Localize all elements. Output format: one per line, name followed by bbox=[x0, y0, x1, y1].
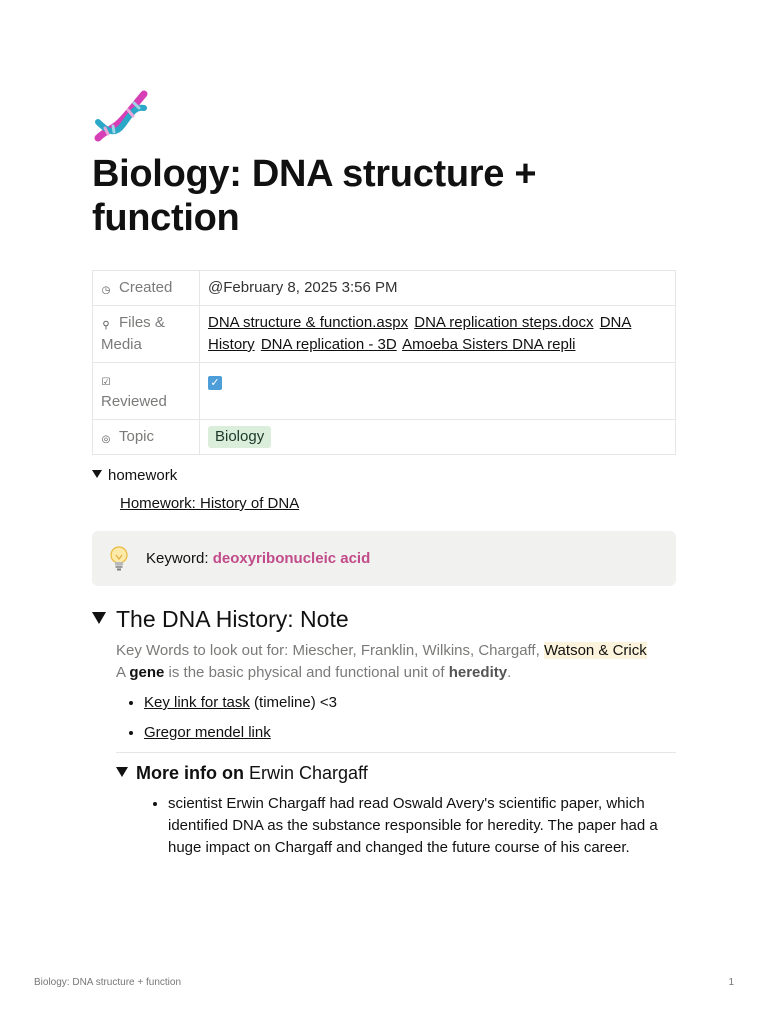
file-link[interactable]: DNA replication steps.docx bbox=[414, 314, 594, 331]
list-item bbox=[144, 722, 676, 744]
property-row-reviewed bbox=[93, 363, 676, 420]
property-row-created bbox=[93, 271, 676, 306]
toggle-triangle-icon[interactable] bbox=[92, 612, 106, 624]
homework-label: homework bbox=[108, 467, 178, 484]
property-row-topic bbox=[93, 420, 676, 455]
topic-value bbox=[200, 420, 676, 455]
keywords-highlight: Watson & Crick bbox=[543, 642, 647, 659]
toggle-triangle-icon[interactable] bbox=[116, 767, 128, 777]
text: . bbox=[507, 664, 512, 681]
footer-page-number: 1 bbox=[728, 977, 734, 988]
toggle-triangle-icon[interactable] bbox=[92, 470, 102, 478]
gene-definition-line bbox=[116, 662, 676, 684]
keyword-callout bbox=[92, 531, 676, 586]
property-key-created bbox=[93, 271, 200, 306]
homework-link[interactable]: Homework: History of DNA bbox=[120, 495, 300, 512]
property-label: Created bbox=[119, 279, 173, 296]
property-row-files bbox=[93, 306, 676, 363]
more-info-name: Erwin Chargaff bbox=[249, 763, 368, 783]
properties-table bbox=[92, 270, 676, 455]
history-toggle-heading[interactable] bbox=[92, 604, 676, 634]
property-key-topic bbox=[93, 420, 200, 455]
divider bbox=[116, 752, 676, 753]
files-value bbox=[200, 306, 676, 363]
property-label: Topic bbox=[119, 428, 155, 445]
paperclip-icon: ⚲ bbox=[102, 320, 110, 331]
page-title: Biology: DNA structure + function bbox=[92, 153, 537, 239]
dna-icon bbox=[92, 86, 150, 144]
created-value[interactable]: @February 8, 2025 3:56 PM bbox=[200, 271, 676, 306]
list-item: • scientist Erwin Chargaff had read Oswald Avery's scientific paper, which identified DNA as the substance responsible for heredity. The paper had a huge impact on Chargaff and changed the future course of his career. bbox=[168, 793, 676, 859]
page-content bbox=[92, 86, 676, 859]
property-label: Files & Media bbox=[101, 314, 165, 353]
footer-title: Biology: DNA structure + function bbox=[34, 977, 182, 988]
history-links-list bbox=[116, 692, 676, 744]
clock-icon: ◷ bbox=[101, 285, 111, 296]
chargaff-detail-list bbox=[116, 793, 676, 859]
topic-tag[interactable]: Biology bbox=[208, 426, 271, 448]
page-footer bbox=[34, 977, 734, 988]
property-key-files bbox=[93, 306, 200, 363]
lightbulb-icon bbox=[108, 546, 130, 572]
file-link[interactable]: DNA replication - 3D bbox=[260, 336, 397, 353]
file-link[interactable]: DNA History bbox=[208, 314, 632, 353]
file-link[interactable]: Amoeba Sisters DNA repli bbox=[402, 336, 576, 353]
homework-toggle[interactable] bbox=[92, 465, 676, 487]
more-info-bold: More info on bbox=[136, 763, 244, 783]
property-label: Reviewed bbox=[101, 393, 167, 410]
text: is the basic physical and functional unit of bbox=[168, 664, 445, 681]
keywords-line bbox=[116, 640, 676, 662]
reviewed-value bbox=[200, 363, 676, 420]
callout-keyword: deoxyribonucleic acid bbox=[212, 550, 371, 567]
mendel-link[interactable]: Gregor mendel link bbox=[144, 724, 271, 741]
list-item bbox=[144, 692, 676, 714]
gene-bold: gene bbox=[129, 664, 165, 681]
property-key-reviewed bbox=[93, 363, 200, 420]
checkbox-icon: ☑ bbox=[101, 377, 111, 388]
key-task-link[interactable]: Key link for task bbox=[144, 694, 250, 711]
more-info-toggle[interactable] bbox=[116, 761, 676, 785]
text: A bbox=[116, 664, 126, 681]
link-suffix: (timeline) <3 bbox=[254, 694, 337, 711]
history-toggle-body bbox=[116, 640, 676, 859]
keywords-text: Key Words to look out for: Miescher, Franklin, Wilkins, Chargaff, bbox=[116, 642, 540, 659]
reviewed-checkbox[interactable]: ✓ bbox=[208, 376, 222, 390]
target-icon: ◎ bbox=[101, 434, 111, 445]
file-link[interactable]: DNA structure & function.aspx bbox=[208, 314, 409, 331]
heredity-bold: heredity bbox=[448, 664, 508, 681]
history-heading: The DNA History: Note bbox=[116, 606, 349, 632]
callout-prefix: Keyword: bbox=[146, 550, 209, 567]
